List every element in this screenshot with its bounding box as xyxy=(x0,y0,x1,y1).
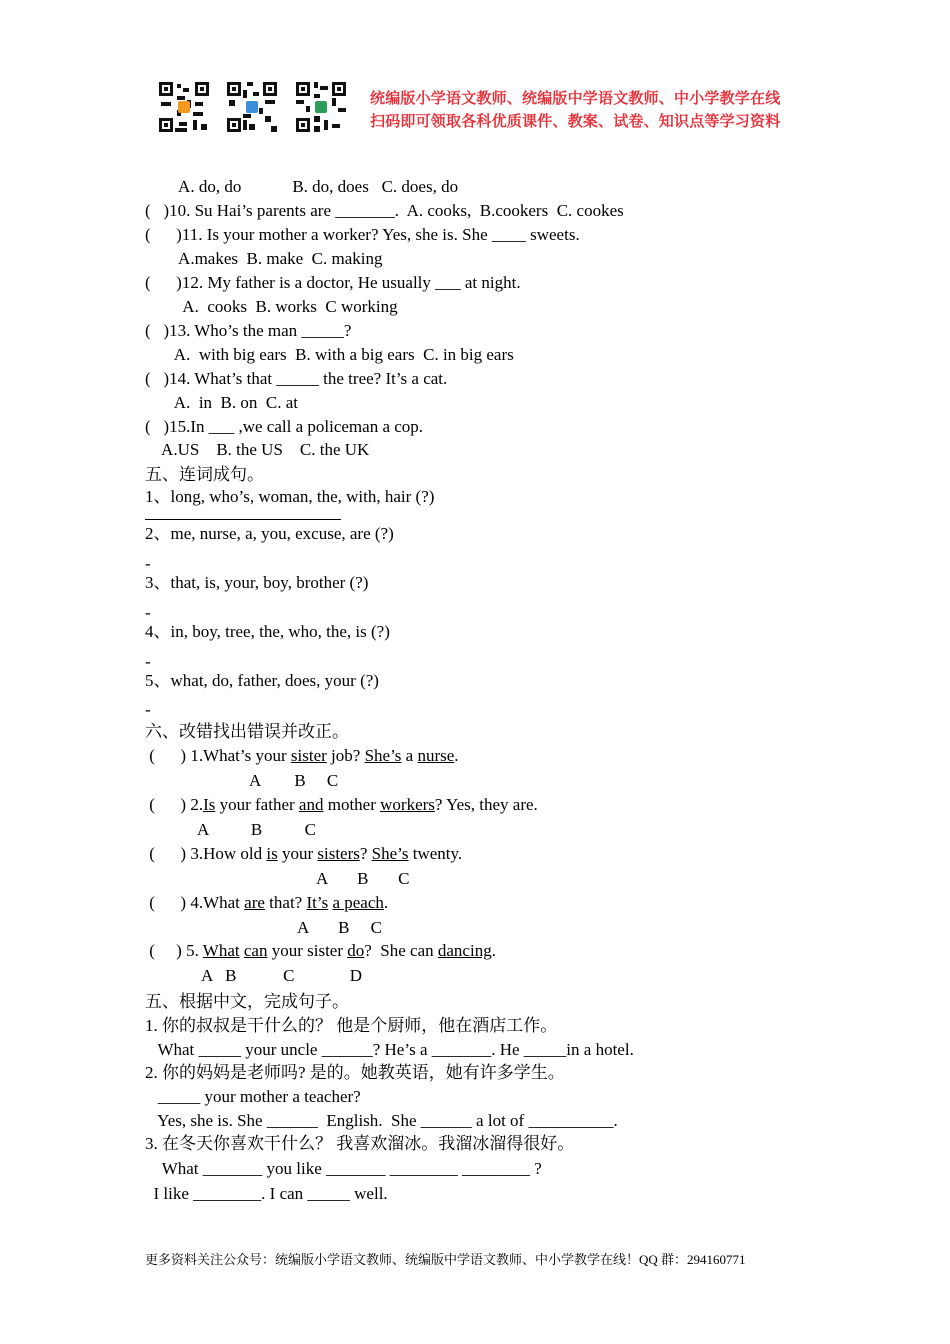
mc-options-12: A. cooks B. works C working xyxy=(145,297,398,316)
answer-dash: - xyxy=(145,554,151,573)
error-question-5: ( ) 5. What can your sister do? She can dancing. xyxy=(145,941,496,960)
mc-options-11: A.makes B. make C. making xyxy=(145,249,383,268)
section-title-word-order: 五、连词成句。 xyxy=(145,465,264,484)
word-order-item: 3、that, is, your, boy, brother (?) xyxy=(145,573,369,592)
error-options-5: A B C D xyxy=(201,966,363,985)
sentence-blank-2a: _____ your mother a teacher? xyxy=(145,1087,361,1106)
error-question-4: ( ) 4.What are that? It’s a peach. xyxy=(145,893,389,912)
error-question-1: ( ) 1.What’s your sister job? She’s a nurse. xyxy=(145,746,459,765)
word-order-item: 5、what, do, father, does, your (?) xyxy=(145,671,379,690)
sentence-prompt-3: 3. 在冬天你喜欢干什么？ 我喜欢溜冰。我溜冰溜得很好。 xyxy=(145,1134,575,1153)
page-footer: 更多资料关注公众号：统编版小学语文教师、统编版中学语文教师、中小学教学在线！QQ 群：294160771 xyxy=(145,1252,746,1267)
promo-line-1: 统编版小学语文教师、统编版中学语文教师、中小学教学在线 xyxy=(370,89,781,107)
word-order-item: 2、me, nurse, a, you, excuse, are (?) xyxy=(145,524,394,543)
sentence-blank-1: What _____ your uncle ______? He’s a _______. He _____in a hotel. xyxy=(145,1040,634,1059)
section-title-complete-sentences: 五、根据中文，完成句子。 xyxy=(145,992,349,1011)
word-order-item: 4、in, boy, tree, the, who, the, is (?) xyxy=(145,622,390,641)
error-options-1: A B C xyxy=(249,771,339,790)
mc-options-13: A. with big ears B. with a big ears C. in big ears xyxy=(145,345,514,364)
section-title-error-correction: 六、改错找出错误并改正。 xyxy=(145,722,349,741)
error-options-3: A B C xyxy=(316,869,410,888)
qr-code-icon xyxy=(225,80,279,134)
mc-options-14: A. in B. on C. at xyxy=(145,393,299,412)
mc-question-15: ( )15.In ___ ,we call a policeman a cop. xyxy=(145,417,424,436)
error-question-3: ( ) 3.How old is your sisters? She’s twenty. xyxy=(145,844,463,863)
mc-options-15: A.US B. the US C. the UK xyxy=(145,440,370,459)
mc-question-10: ( )10. Su Hai’s parents are _______. A. cooks, B.cookers C. cookes xyxy=(145,201,624,220)
answer-line xyxy=(145,519,341,520)
answer-dash: - xyxy=(145,652,151,671)
qr-code-icon xyxy=(157,80,211,134)
error-question-2: ( ) 2.Is your father and mother workers? Yes, they are. xyxy=(145,795,538,814)
mc-question-14: ( )14. What’s that _____ the tree? It’s a cat. xyxy=(145,369,448,388)
mc-question-11: ( )11. Is your mother a worker? Yes, she is. She ____ sweets. xyxy=(145,225,580,244)
word-order-item: 1、long, who’s, woman, the, with, hair (?) xyxy=(145,487,435,506)
answer-dash: - xyxy=(145,603,151,622)
mc-question-12: ( )12. My father is a doctor, He usually ___ at night. xyxy=(145,273,521,292)
promo-line-2: 扫码即可领取各科优质课件、教案、试卷、知识点等学习资料 xyxy=(370,112,781,130)
mc-options-9: A. do, do B. do, does C. does, do xyxy=(145,177,459,196)
sentence-prompt-1: 1. 你的叔叔是干什么的？ 他是个厨师，他在酒店工作。 xyxy=(145,1016,558,1035)
sentence-prompt-2: 2. 你的妈妈是老师吗? 是的。她教英语，她有许多学生。 xyxy=(145,1063,565,1082)
qr-code-icon xyxy=(294,80,348,134)
sentence-blank-3a: What _______ you like _______ ________ ________ ? xyxy=(145,1159,542,1178)
error-options-2: A B C xyxy=(197,820,317,839)
mc-question-13: ( )13. Who’s the man _____? xyxy=(145,321,352,340)
sentence-blank-2b: Yes, she is. She ______ English. She ______ a lot of __________. xyxy=(145,1111,618,1130)
answer-dash: - xyxy=(145,700,151,719)
error-options-4: A B C xyxy=(297,918,383,937)
sentence-blank-3b: I like ________. I can _____ well. xyxy=(145,1184,388,1203)
